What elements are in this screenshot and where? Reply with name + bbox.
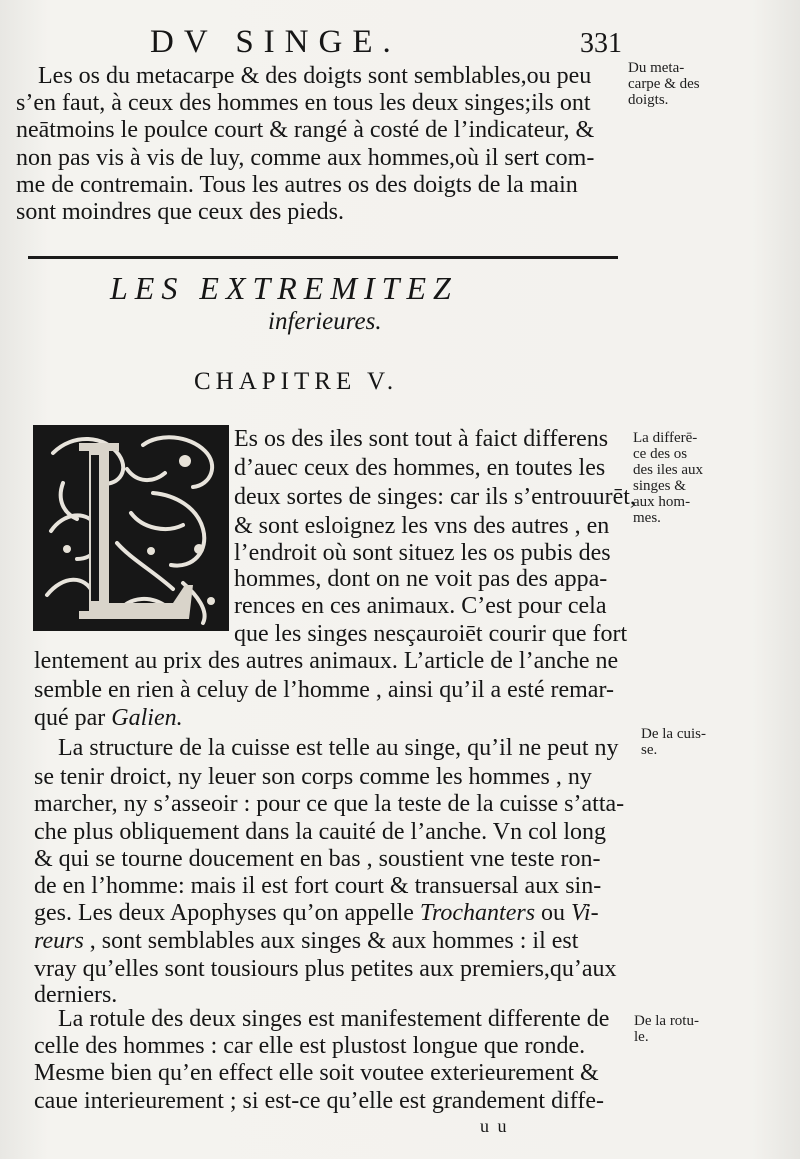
decorated-initial-l	[33, 425, 229, 631]
chapter-title: LES EXTREMITEZ	[110, 270, 458, 306]
term-vireurs-part2: reurs	[34, 928, 84, 954]
text-line: & qui se tourne doucement en bas , soustient vne teste ron-	[34, 846, 601, 872]
text-line: que les singes nesçauroiēt courir que fort	[234, 621, 628, 647]
text-line: Les os du metacarpe & des doigts sont semblables,ou peu	[38, 63, 592, 89]
text-line	[34, 899, 599, 927]
text-line: Mesme bien qu’en effect elle soit voutee exterieurement &	[34, 1060, 599, 1086]
chapter-subtitle: inferieures.	[268, 308, 382, 335]
text-line: caue interieurement ; si est-ce qu’elle est grandement diffe-	[34, 1088, 604, 1114]
text-line	[34, 704, 183, 732]
text-line: La rotule des deux singes est manifestement differente de	[58, 1006, 610, 1032]
text-run: ges. Les deux Apophyses qu’on appelle	[34, 900, 420, 926]
text-line: celle des hommes : car elle est plustost longue que ronde.	[34, 1033, 586, 1059]
text-line: marcher, ny s’asseoir : pour ce que la teste de la cuisse s’atta-	[34, 791, 625, 817]
text-line: me de contremain. Tous les autres os des doigts de la main	[16, 172, 578, 198]
term-vireurs-part1: Vi-	[571, 900, 599, 926]
margin-note-cuisse: De la cuis- se.	[641, 726, 706, 758]
catchword: u u	[480, 1116, 509, 1136]
text-line: neātmoins le poulce court & rangé à costé de l’indicateur, &	[16, 117, 595, 143]
text-line: rences en ces animaux. C’est pour cela	[234, 593, 607, 619]
text-line: vray qu’elles sont tousiours plus petites aux premiers,qu’aux	[34, 956, 617, 982]
text-line: sont moindres que ceux des pieds.	[16, 199, 344, 225]
text-line: La structure de la cuisse est telle au singe, qu’il ne peut ny	[58, 735, 619, 761]
text-line: derniers.	[34, 982, 118, 1008]
margin-note-metacarpe: Du meta- carpe & des doigts.	[628, 60, 700, 108]
running-title: DV SINGE.	[150, 24, 401, 60]
text-line: lentement au prix des autres animaux. L’article de l’anche ne	[34, 648, 619, 674]
text-line: & sont esloignez les vns des autres , en	[234, 513, 610, 539]
term-trochanters: Trochanters	[419, 900, 536, 926]
text-run: , sont semblables aux singes & aux hommes : il est	[83, 928, 579, 954]
text-line	[34, 927, 578, 955]
text-line: d’auec ceux des hommes, en toutes les	[234, 455, 606, 481]
text-run: ou	[535, 900, 572, 926]
horizontal-rule	[28, 256, 618, 259]
running-head	[0, 22, 640, 62]
chapter-number: CHAPITRE V.	[194, 368, 399, 395]
text-line: Es os des iles sont tout à faict differens	[234, 426, 609, 452]
margin-note-iles: La differē- ce des os des iles aux singes & aux hom- mes.	[633, 430, 703, 526]
text-line: de en l’homme: mais il est fort court & transuersal aux sin-	[34, 873, 602, 899]
margin-note-rotule: De la rotu- le.	[634, 1013, 699, 1045]
page-number: 331	[580, 28, 622, 59]
text-line: che plus obliquement dans la cauité de l’anche. Vn col long	[34, 819, 607, 845]
text-line: s’en faut, à ceux des hommes en tous les deux singes;ils ont	[16, 90, 591, 116]
text-line: deux sortes de singes: car ils s’entrouurēt,	[234, 484, 636, 510]
author-name: Galien.	[111, 705, 183, 731]
floral-ornament-icon	[33, 425, 229, 631]
text-line: l’endroit où sont situez les os pubis des	[234, 540, 611, 566]
text-line: hommes, dont on ne voit pas des appa-	[234, 566, 608, 592]
text-line: non pas vis à vis de luy, comme aux hommes,où il sert com-	[16, 145, 595, 171]
text-run: qué par	[34, 705, 112, 731]
text-line: semble en rien à celuy de l’homme , ainsi qu’il a esté remar-	[34, 677, 614, 703]
text-line: se tenir droict, ny leuer son corps comme les hommes , ny	[34, 764, 592, 790]
